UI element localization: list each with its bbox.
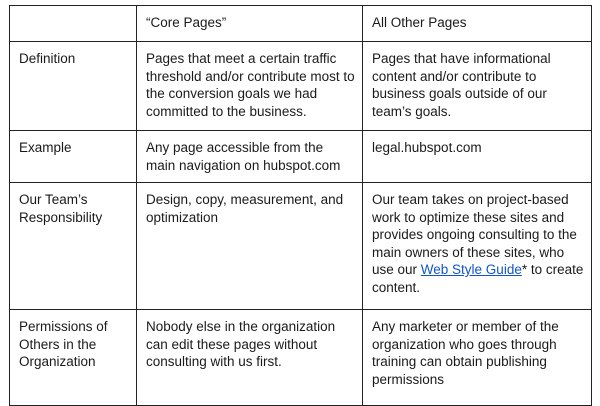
table-row-example	[10, 131, 592, 183]
cell-responsibility-other	[363, 183, 592, 310]
row-label-permissions: Permissions of Others in the Organization	[10, 310, 137, 406]
cell-definition-other: Pages that have informational content and/or contribute to business goals outside of our team’s goals.	[363, 42, 592, 131]
cell-permissions-core: Nobody else in the organization can edit these pages without consulting with us first.	[137, 310, 363, 406]
cell-example-core: Any page accessible from the main navigation on hubspot.com	[137, 131, 363, 183]
table-row-responsibility	[10, 183, 592, 310]
row-label-responsibility: Our Team’s Responsibility	[10, 183, 137, 310]
header-cell-empty	[10, 6, 137, 42]
web-style-guide-link[interactable]: Web Style Guide	[420, 262, 522, 277]
header-other-pages: All Other Pages	[363, 6, 592, 42]
row-label-example: Example	[10, 131, 137, 183]
header-row	[10, 6, 592, 42]
cell-definition-core: Pages that meet a certain traffic threshold and/or contribute most to the conversion goals we had committed to the business.	[137, 42, 363, 131]
cell-example-other: legal.hubspot.com	[363, 131, 592, 183]
cell-responsibility-core: Design, copy, measurement, and optimization	[137, 183, 363, 310]
responsibility-text-after: * to create content.	[372, 262, 584, 295]
responsibility-text-before: Our team takes on project-based work to optimize these sites and provides ongoing consulting to the main owners of these sites, who use our	[372, 192, 577, 277]
header-core-pages: “Core Pages”	[137, 6, 363, 42]
comparison-table	[9, 5, 592, 406]
row-label-definition: Definition	[10, 42, 137, 131]
table-row-permissions	[10, 310, 592, 406]
table-row-definition	[10, 42, 592, 131]
cell-permissions-other: Any marketer or member of the organization who goes through training can obtain publishing permissions	[363, 310, 592, 406]
